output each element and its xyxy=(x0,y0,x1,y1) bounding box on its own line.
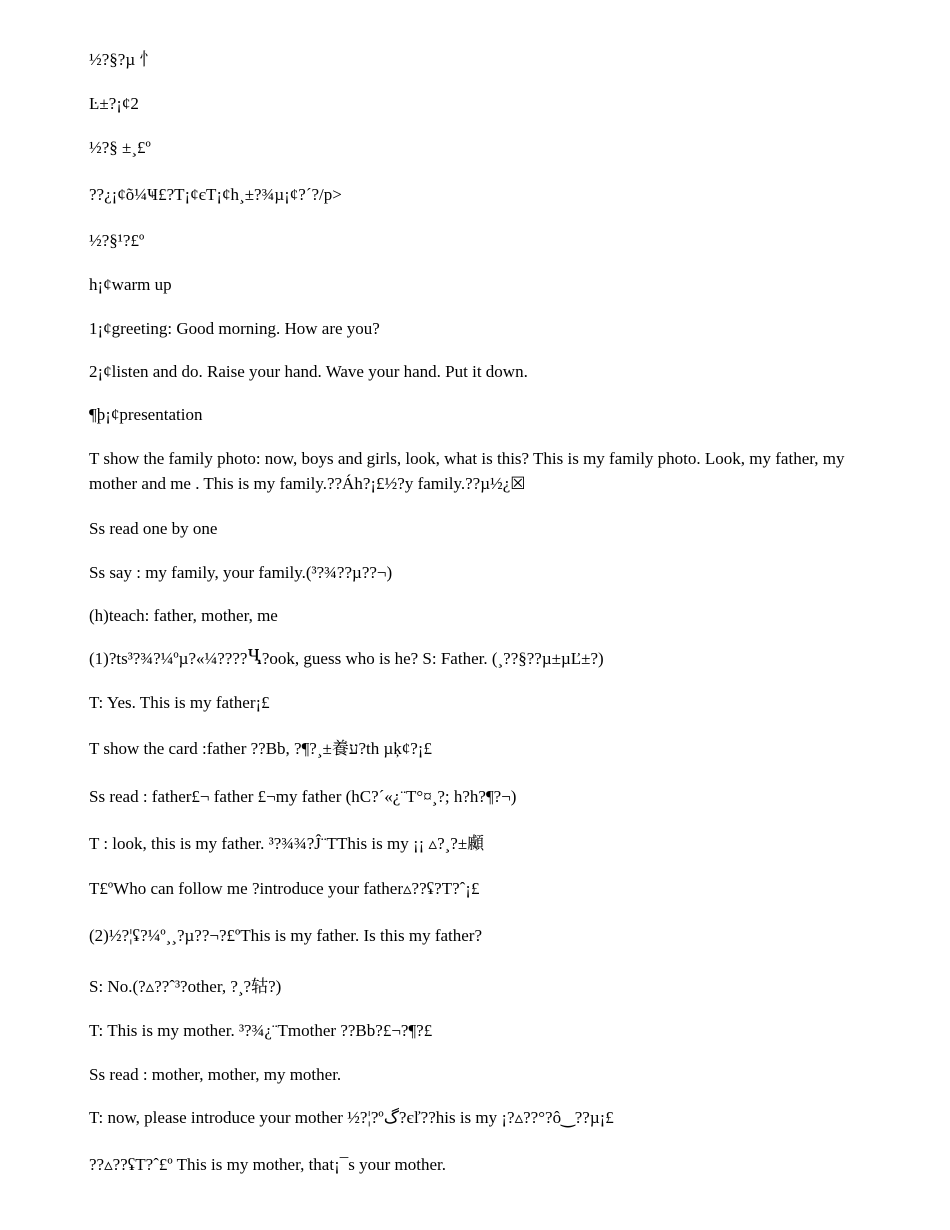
document-paragraph-11: Ss read one by one xyxy=(89,519,218,538)
document-paragraph-12: Ss say : my family, your family.(³?¾??µ??¬) xyxy=(89,563,393,582)
document-paragraph-25: ??▵??ʢT?ˆ£º This is my mother, that¡¯s your mother. xyxy=(89,1155,446,1174)
document-paragraph-9: ¶þ¡¢presentation xyxy=(89,405,203,424)
document-paragraph-16: T show the card :father ??Bb, ?¶?¸±養ע?th µķ¢?¡£ xyxy=(89,739,432,758)
document-paragraph-5: ½?§¹?£º xyxy=(89,231,145,250)
document-paragraph-21: S: No.(?▵??ˆ³?other, ?¸?轱?) xyxy=(89,977,282,996)
document-paragraph-3: ½?§ ±¸£º xyxy=(89,138,151,157)
document-paragraph-15: T: Yes. This is my father¡£ xyxy=(89,693,270,712)
document-paragraph-14: (1)?ts³?¾?¼ºµ?«¼????Ⴁ?ook, guess who is he? S: Father. (¸??§??µ±µĽ±?) xyxy=(89,649,604,668)
document-paragraph-7: 1¡¢greeting: Good morning. How are you? xyxy=(89,319,380,338)
document-paragraph-10: T show the family photo: now, boys and girls, look, what is this? This is my family photo. Look, my father, my mother and me . This is my family.??Áh?¡£½?y family.??µ½¿☒ xyxy=(89,449,845,493)
document-paragraph-20: (2)½?¦ʢ?¼º¸¸?µ??¬?£ºThis is my father. Is this my father? xyxy=(89,926,483,945)
document-paragraph-6: h¡¢warm up xyxy=(89,275,172,294)
document-paragraph-2: Ŀ±?¡¢2 xyxy=(89,94,139,113)
document-paragraph-18: T : look, this is my father. ³?¾¾?Ĵ¨TThis is my ¡¡ ▵?¸?±顣 xyxy=(89,834,485,853)
document-paragraph-13: (h)teach: father, mother, me xyxy=(89,606,278,625)
document-paragraph-24: T: now, please introduce your mother ½?¦?ºگ?єľ??his is my ¡?▵??°?ô‿??µ¡£ xyxy=(89,1108,614,1127)
document-paragraph-22: T: This is my mother. ³?¾¿¨Tmother ??Bb?£¬?¶?£ xyxy=(89,1021,433,1040)
document-paragraph-17: Ss read : father£¬ father £¬my father (hC?´«¿¨T°¤¸?; h?h?¶?¬) xyxy=(89,787,517,806)
document-paragraph-8: 2¡¢listen and do. Raise your hand. Wave your hand. Put it down. xyxy=(89,362,528,381)
document-paragraph-19: T£ºWho can follow me ?introduce your father▵??ʢ?T?ˆ¡£ xyxy=(89,879,480,898)
document-paragraph-1: ½?§?µ 忄 xyxy=(89,50,157,69)
document-paragraph-23: Ss read : mother, mother, my mother. xyxy=(89,1065,342,1084)
document-paragraph-4: ??¿¡¢õ¼Ҹ£?T¡¢єT¡¢h¸±?¾µ¡¢?´?/p> xyxy=(89,185,342,204)
